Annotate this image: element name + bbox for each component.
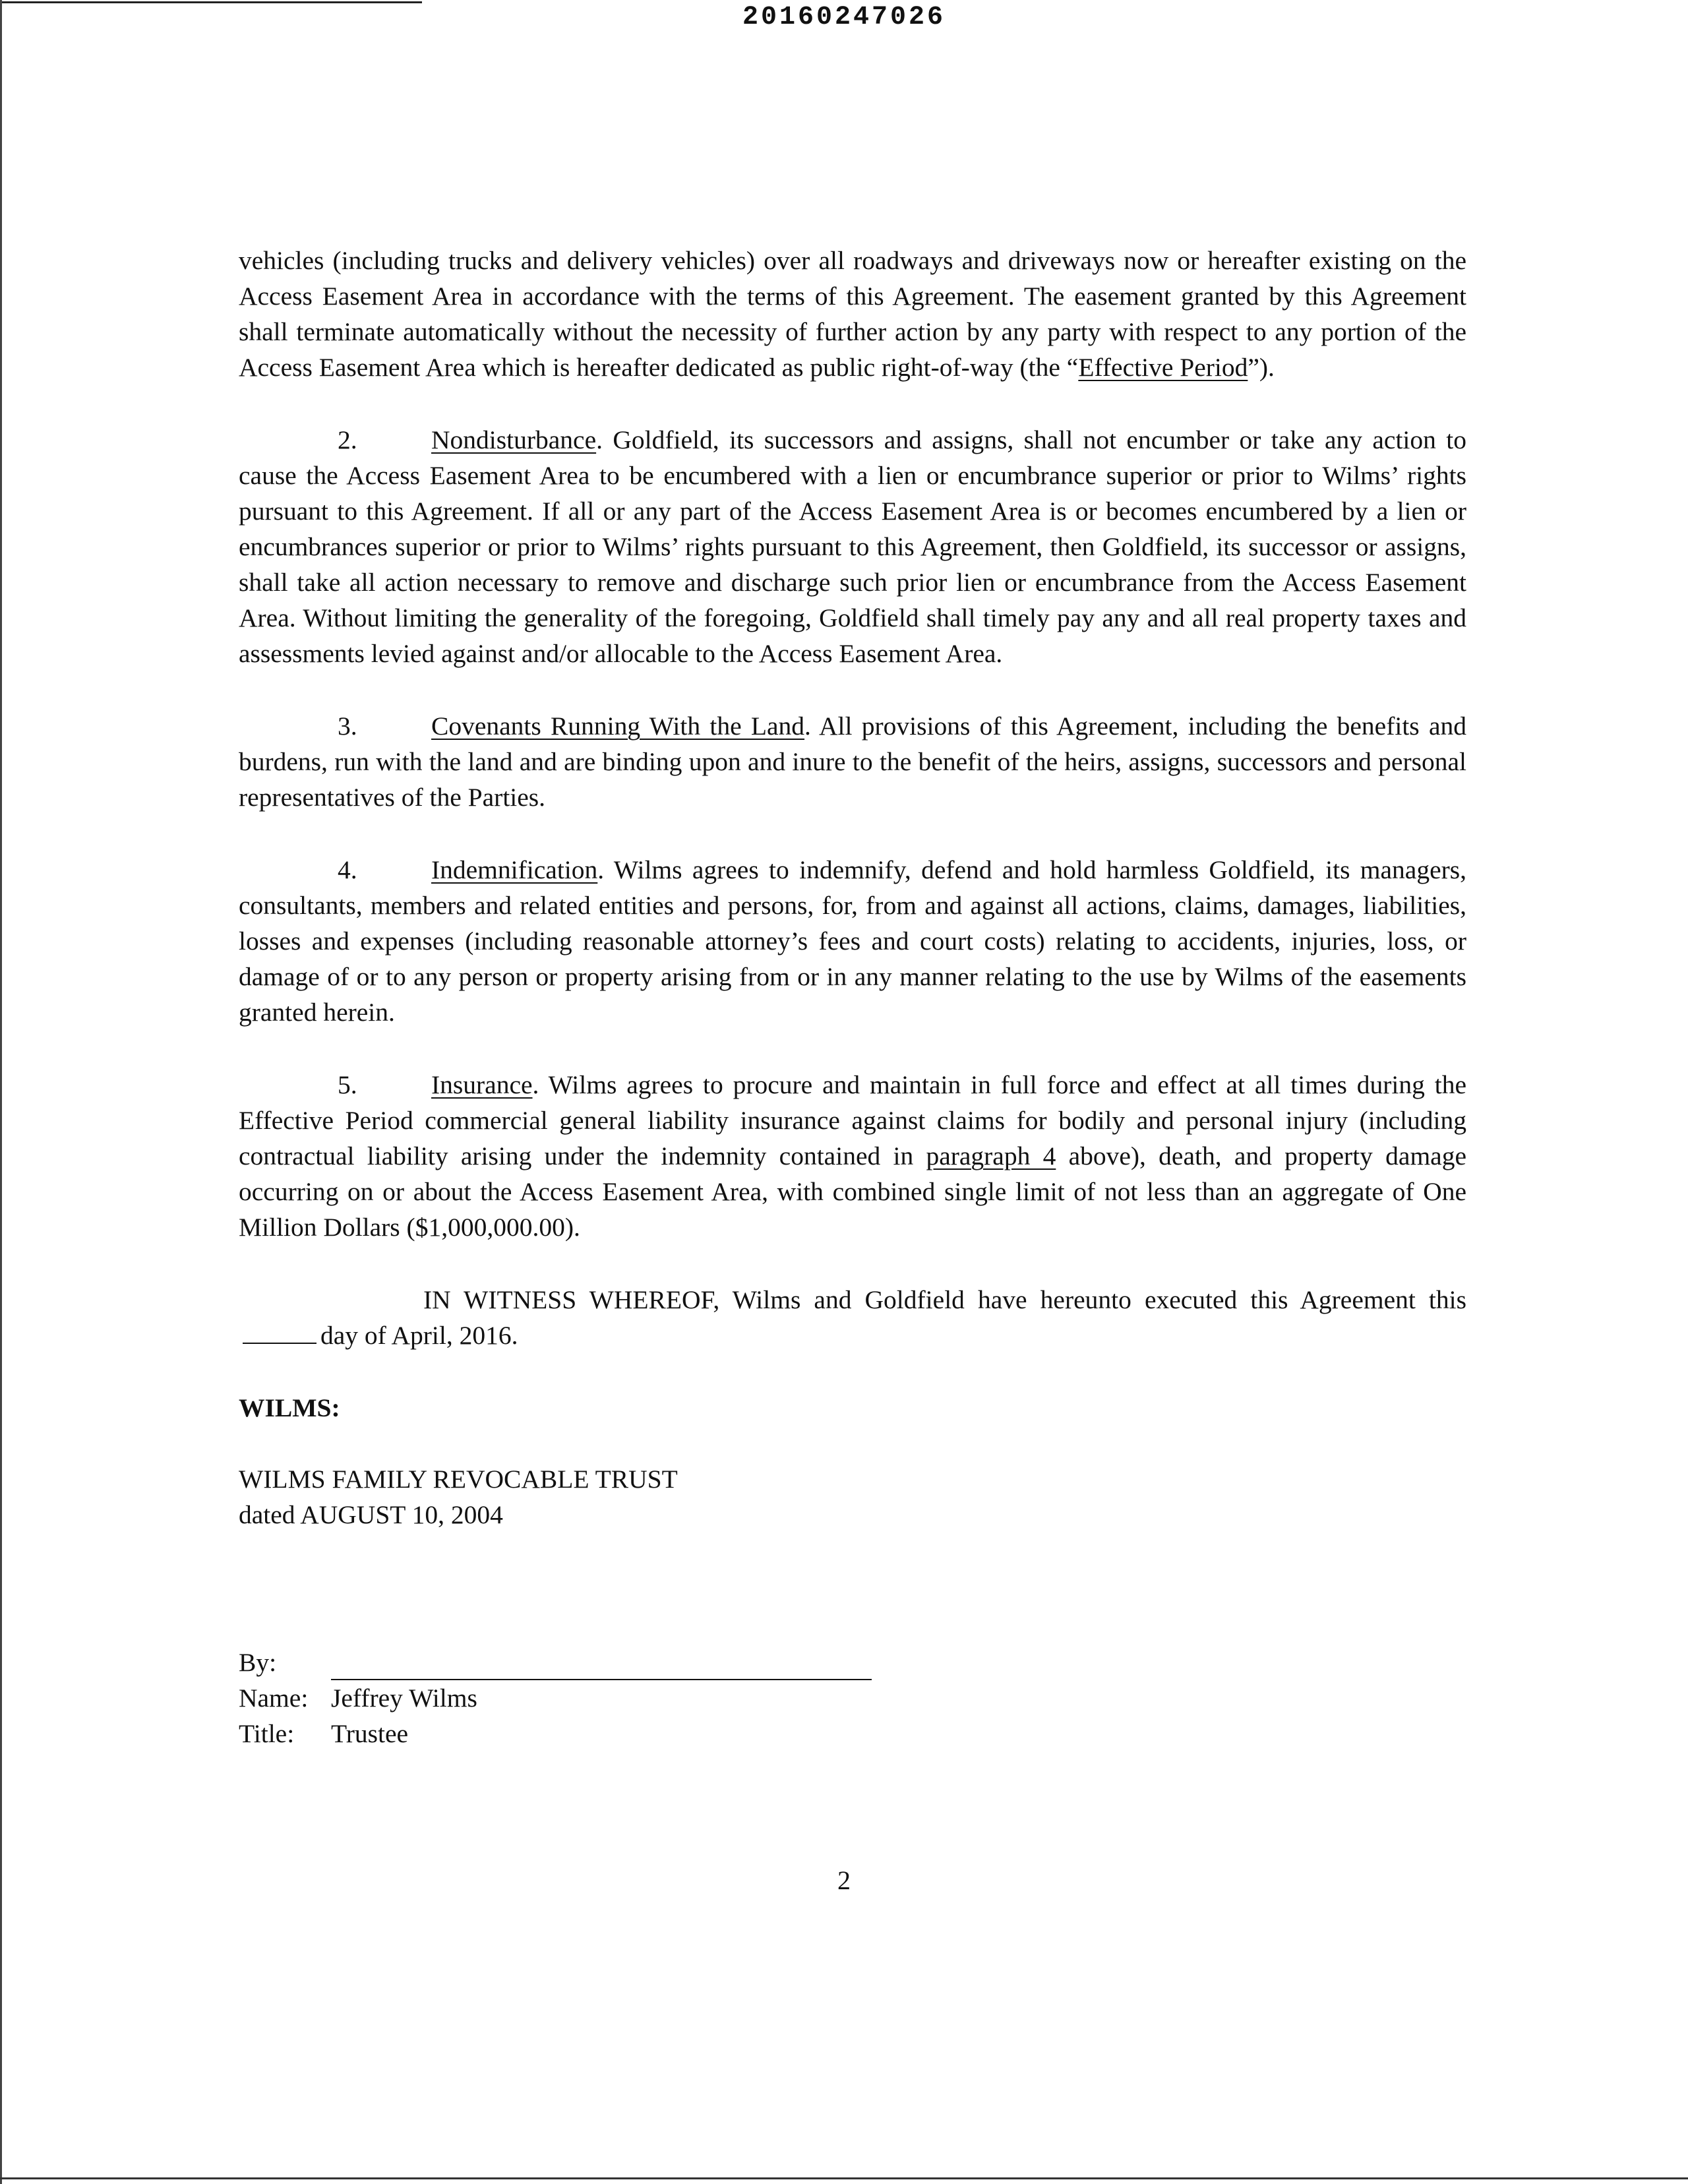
scan-edge-left (0, 0, 2, 2184)
page-number: 2 (837, 1866, 851, 1895)
effective-period-term: Effective Period (1078, 353, 1248, 382)
by-label: By: (239, 1648, 277, 1677)
paragraph-continuation (239, 243, 1466, 385)
recording-number: 20160247026 (742, 3, 946, 32)
party-label: WILMS: (239, 1393, 340, 1422)
witness-clause (239, 1282, 1466, 1353)
signature-row (239, 1645, 1466, 1680)
section-text-end: above), death, and property damage occurring on or about the Access Easement Area, with combined single limit of not less than an aggregate of One Million Dollars ($1,000,000.00). (239, 1141, 1466, 1242)
name-label: Name: (239, 1684, 309, 1713)
paragraph-covenants (239, 708, 1466, 815)
section-title: Indemnification (431, 855, 598, 884)
scan-edge-bottom (0, 2177, 1688, 2179)
paragraph-reference: paragraph 4 (926, 1141, 1056, 1170)
section-text: . Wilms agrees to procure and maintain in full force and effect at all times during the Effective Period commercial general liability insurance against claims for bodily and personal injury (including contractual liability arising under the indemnity contained in (239, 1070, 1466, 1170)
signer-title: Trustee (331, 1719, 409, 1748)
name-row (239, 1680, 1466, 1716)
signer-name: Jeffrey Wilms (331, 1684, 477, 1713)
section-title: Insurance (431, 1070, 533, 1099)
section-number: 5. (338, 1070, 357, 1099)
section-text: . Goldfield, its successors and assigns, shall not encumber or take any action to cause the Access Easement Area to be encumbered with a lien or encumbrance superior or prior to Wilms’ rights pursuant to this Agreement. If all or any part of the Access Easement Area is or becomes encumbered by a lien or encumbrances superior or prior to Wilms’ rights pursuant to this Agreement, then Goldfield, its successor or assigns, shall take all action necessary to remove and discharge such prior lien or encumbrance from the Access Easement Area. Without limiting the generality of the foregoing, Goldfield shall timely pay any and all real property taxes and assessments levied against and/or allocable to the Access Easement Area. (239, 425, 1466, 668)
witness-text: IN WITNESS WHEREOF, Wilms and Goldfield have hereunto executed this Agreement this (423, 1285, 1466, 1314)
continuation-text: vehicles (including trucks and delivery vehicles) over all roadways and driveways now or hereafter existing on the Access Easement Area in accordance with the terms of this Agreement. The easement granted by this Agreement shall terminate automatically without the necessity of further action by any party with respect to any portion of the Access Easement Area which is hereafter dedicated as public right-of-way (the “ (239, 246, 1466, 382)
signature-line (331, 1651, 872, 1680)
title-row (239, 1716, 1466, 1751)
day-blank (243, 1323, 316, 1344)
section-number: 4. (338, 855, 357, 884)
section-number: 3. (338, 712, 357, 741)
section-text: . All provisions of this Agreement, including the benefits and burdens, run with the land and are binding upon and inure to the benefit of the heirs, assigns, successors and personal representatives of the Parties. (239, 712, 1466, 812)
trust-name: WILMS FAMILY REVOCABLE TRUST (239, 1465, 678, 1494)
section-text: . Wilms agrees to indemnify, defend and hold harmless Goldfield, its managers, consultants, members and related entities and persons, for, from and against all actions, claims, damages, liabilities, losses and expenses (including reasonable attorney’s fees and court costs) relating to accidents, injuries, loss, or damage of or to any person or property arising from or in any manner relating to the use by Wilms of the easements granted herein. (239, 855, 1466, 1027)
trust-block (239, 1461, 1466, 1532)
paragraph-nondisturbance (239, 422, 1466, 671)
section-title: Nondisturbance (431, 425, 597, 454)
trust-date: dated AUGUST 10, 2004 (239, 1500, 503, 1529)
section-number: 2. (338, 425, 357, 454)
section-title: Covenants Running With the Land (431, 712, 805, 741)
paragraph-insurance (239, 1067, 1466, 1245)
paragraph-indemnification (239, 852, 1466, 1030)
continuation-end: ”). (1248, 353, 1275, 382)
title-label: Title: (239, 1719, 295, 1748)
document-body (239, 243, 1466, 1751)
witness-date: day of April, 2016. (320, 1321, 518, 1350)
